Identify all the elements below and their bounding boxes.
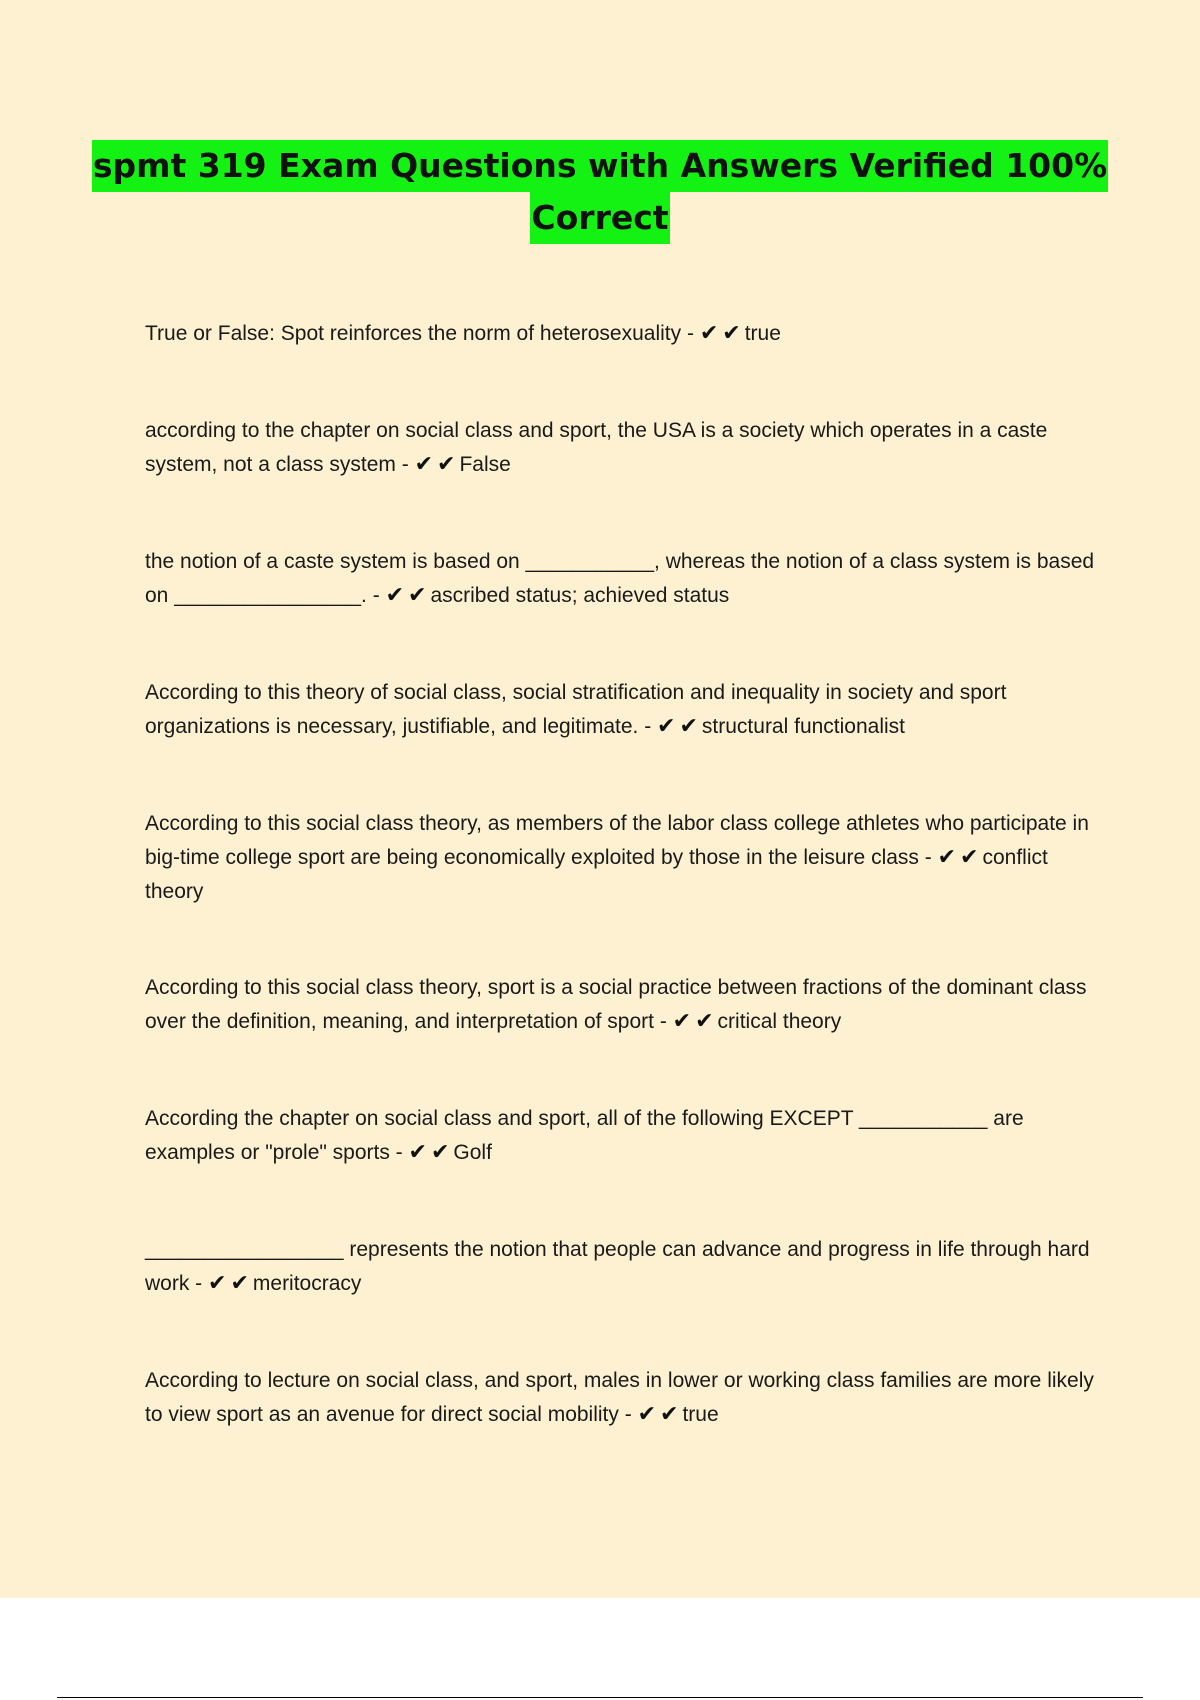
answer-text: critical theory [717, 1010, 842, 1033]
answer-text: structural functionalist [701, 715, 906, 738]
answer-text: true [744, 322, 781, 345]
question-text: According to lecture on social class, and sport, males in lower or working class families are more likely to view sport as an avenue for direct social mobility [145, 1369, 1094, 1426]
separator: - [638, 715, 658, 738]
document-title [0, 140, 1200, 244]
bottom-divider [57, 1697, 1143, 1698]
check-icon: ✔ [960, 845, 979, 870]
check-icon: ✔ [937, 845, 957, 870]
check-icon: ✔ [722, 321, 741, 346]
check-icon: ✔ [414, 452, 434, 477]
separator: - [389, 1141, 409, 1164]
answer-text: conflict theory [145, 846, 1048, 903]
separator: - [653, 1010, 673, 1033]
title-line-2: Correct [530, 192, 669, 244]
qa-item [145, 1233, 1095, 1301]
check-icon: ✔ [437, 452, 456, 477]
question-text: According the chapter on social class and sport, all of the following EXCEPT ___________ are examples or "prole" sports [145, 1107, 1024, 1164]
answer-text: ascribed status; achieved status [430, 584, 730, 607]
separator: - [366, 584, 386, 607]
separator: - [618, 1403, 638, 1426]
check-icon: ✔ [385, 583, 405, 608]
check-icon: ✔ [637, 1402, 656, 1427]
qa-item [145, 807, 1095, 909]
question-text: _________________ represents the notion that people can advance and progress in life through hard work [145, 1238, 1090, 1295]
check-icon: ✔ [672, 1009, 692, 1034]
check-icon: ✔ [679, 714, 698, 739]
qa-item [145, 971, 1095, 1039]
answer-text: False [459, 453, 511, 476]
question-text: according to the chapter on social class and sport, the USA is a society which operates in a caste system, not a class system [145, 419, 1048, 476]
check-icon: ✔ [408, 1140, 427, 1165]
separator: - [918, 846, 938, 869]
answer-text: true [682, 1403, 719, 1426]
question-text: According to this social class theory, sport is a social practice between fractions of the dominant class over the definition, meaning, and interpretation of sport [145, 976, 1087, 1033]
answer-text: meritocracy [252, 1272, 362, 1295]
title-line-1: spmt 319 Exam Questions with Answers Verified 100% [92, 140, 1108, 192]
check-icon: ✔ [695, 1009, 714, 1034]
qa-item [145, 545, 1095, 613]
check-icon: ✔ [657, 714, 676, 739]
check-icon: ✔ [408, 583, 427, 608]
separator: - [681, 322, 700, 345]
qa-item [145, 317, 1095, 351]
check-icon: ✔ [660, 1402, 679, 1427]
question-text: True or False: Spot reinforces the norm of heterosexuality [145, 322, 682, 345]
separator: - [189, 1272, 209, 1295]
question-text: the notion of a caste system is based on ___________, whereas the notion of a class system is based on ________________. [145, 550, 1095, 607]
qa-item [145, 414, 1095, 482]
question-text: According to this social class theory, as members of the labor class college athletes who participate in big-time college sport are being economically exploited by those in the leisure class [145, 812, 1089, 869]
qa-item [145, 1102, 1095, 1170]
check-icon: ✔ [430, 1140, 450, 1165]
answer-text: Golf [453, 1141, 492, 1164]
qa-item [145, 1364, 1095, 1432]
question-text: According to this theory of social class, social stratification and inequality in society and sport organizations is necessary, justifiable, and legitimate. [145, 681, 1007, 738]
check-icon: ✔ [699, 321, 719, 346]
separator: - [395, 453, 415, 476]
check-icon: ✔ [208, 1271, 227, 1296]
check-icon: ✔ [230, 1271, 249, 1296]
qa-item [145, 676, 1095, 744]
